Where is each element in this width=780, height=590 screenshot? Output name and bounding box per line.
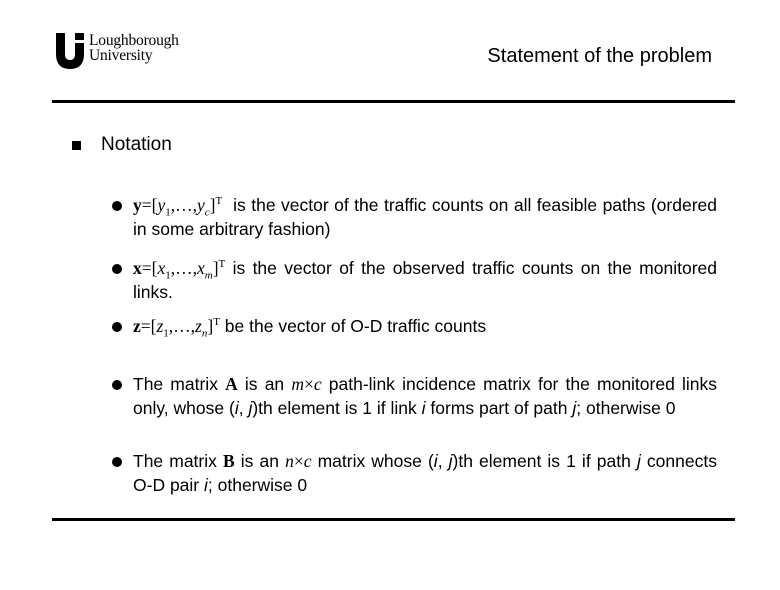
logo-line-1: Loughborough (89, 32, 179, 49)
text-part: connects O-D pair (133, 451, 717, 495)
bracket-open: =[ (140, 316, 157, 336)
notation-item-y (133, 193, 717, 241)
bracket-close: ] (209, 195, 216, 215)
index-j: j (572, 398, 577, 418)
text-part: The matrix (133, 451, 217, 471)
comma: , (437, 451, 449, 471)
item-text: be the vector of O-D traffic counts (224, 316, 487, 336)
item-text: is the vector of the traffic counts on all feasible paths (ordered in some arbitrary fashion) (133, 195, 717, 239)
bracket-open: =[ (141, 195, 158, 215)
text-part: ; otherwise 0 (207, 475, 308, 495)
university-logo (56, 33, 179, 69)
notation-item-matrix-b (133, 449, 717, 497)
times-symbol: × (293, 451, 304, 471)
index-j: j (448, 451, 453, 471)
dimension-cols: c (303, 451, 312, 471)
subscript-end: m (204, 269, 213, 282)
subscript-start: 1 (165, 269, 171, 282)
text-part: forms part of path (430, 398, 568, 418)
subscript-end: c (204, 206, 210, 219)
ellipsis: ,…, (168, 316, 196, 336)
index-i: i (204, 475, 208, 495)
logo-wordmark (89, 33, 179, 63)
times-symbol: × (303, 374, 314, 394)
ellipsis: ,…, (170, 258, 197, 278)
index-i: i (421, 398, 426, 418)
notation-item-x (133, 256, 717, 304)
element-symbol: z (156, 316, 164, 336)
bullet-dot-icon (112, 457, 122, 467)
slide-title: Statement of the problem (487, 45, 712, 67)
subscript-end: n (201, 327, 208, 340)
text-part: is an (240, 451, 279, 471)
text-part: )th element is 1 if link (252, 398, 417, 418)
notation-item-z (133, 314, 717, 338)
section-heading: Notation (101, 134, 172, 155)
bullet-dot-icon (112, 322, 122, 332)
bracket-open: =[ (141, 258, 158, 278)
matrix-symbol: A (225, 374, 238, 394)
subscript-start: 1 (163, 327, 169, 340)
element-symbol: y (196, 195, 205, 215)
index-j: j (636, 451, 641, 471)
vector-symbol: z (133, 316, 141, 336)
index-i: i (433, 451, 438, 471)
transpose-mark: T (213, 316, 220, 329)
transpose-mark: T (218, 258, 226, 271)
text-part: matrix whose ( (317, 451, 434, 471)
top-divider (52, 100, 735, 103)
matrix-symbol: B (222, 451, 235, 471)
square-bullet-icon (72, 141, 81, 150)
text-part: is an (244, 374, 285, 394)
vector-symbol: y (133, 195, 142, 215)
element-symbol: x (196, 258, 205, 278)
bullet-dot-icon (112, 201, 122, 211)
dimension-rows: m (291, 374, 304, 394)
text-part: The matrix (133, 374, 218, 394)
item-text: is the vector of the observed traffic counts on the monitored links. (133, 258, 717, 302)
bullet-dot-icon (112, 380, 122, 390)
vector-symbol: x (133, 258, 142, 278)
notation-item-matrix-a (133, 372, 717, 420)
bottom-divider (52, 518, 735, 521)
bracket-close: ] (207, 316, 214, 336)
index-j: j (248, 398, 253, 418)
dimension-rows: n (285, 451, 294, 471)
index-i: i (234, 398, 239, 418)
comma: , (238, 398, 249, 418)
element-symbol: z (195, 316, 202, 336)
dimension-cols: c (313, 374, 322, 394)
element-symbol: y (157, 195, 166, 215)
text-part: path-link incidence matrix for the monitored links only, whose ( (133, 374, 717, 418)
subscript-start: 1 (165, 206, 171, 219)
element-symbol: x (157, 258, 166, 278)
logo-line-2: University (89, 47, 153, 64)
bullet-dot-icon (112, 264, 122, 274)
university-logo-mark (56, 33, 84, 69)
text-part: )th element is 1 if path (452, 451, 631, 471)
transpose-mark: T (215, 195, 223, 208)
bracket-close: ] (212, 258, 219, 278)
text-part: ; otherwise 0 (576, 398, 676, 418)
ellipsis: ,…, (170, 195, 197, 215)
